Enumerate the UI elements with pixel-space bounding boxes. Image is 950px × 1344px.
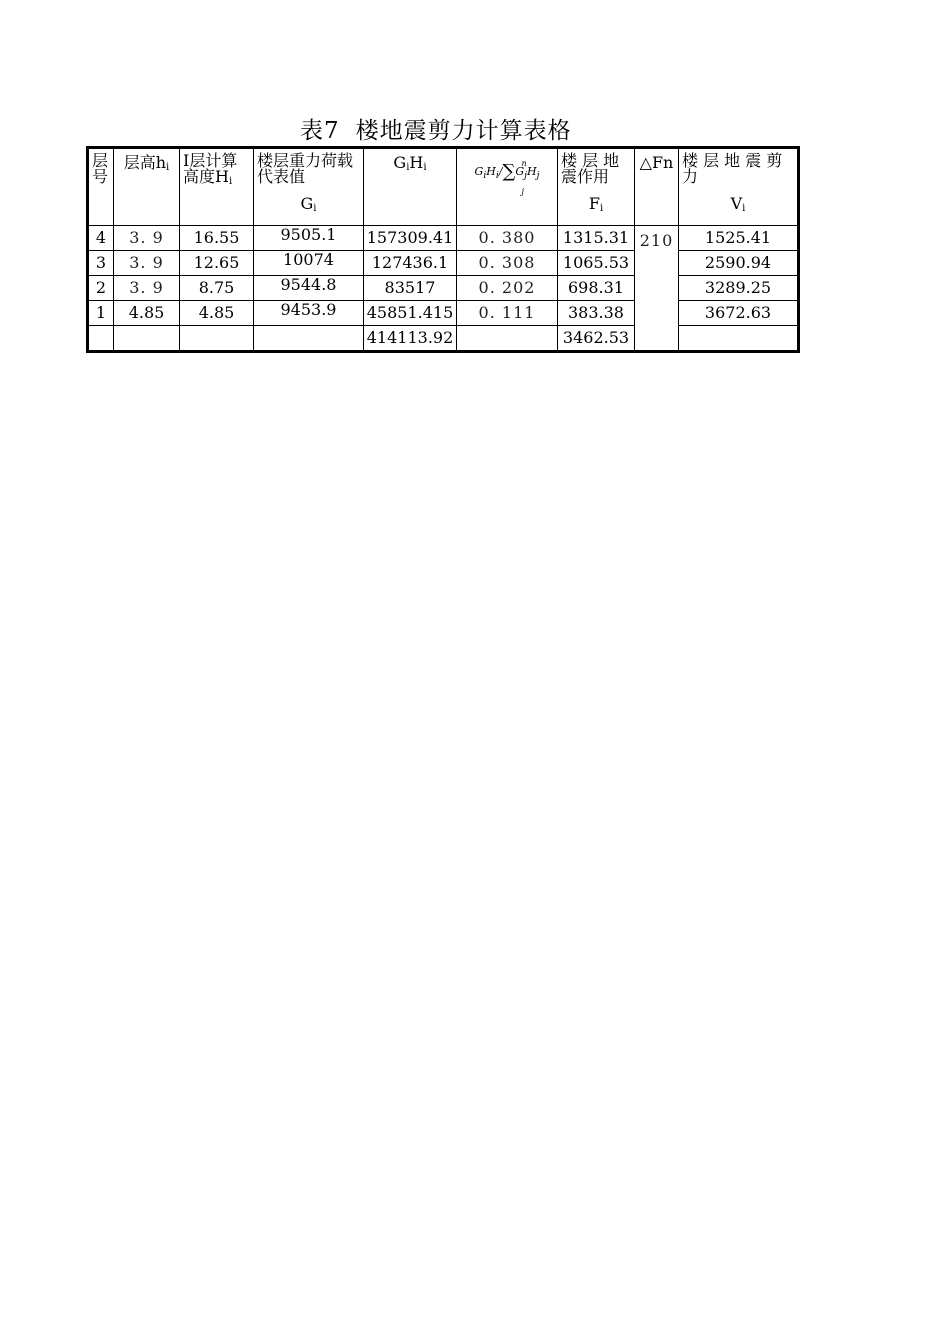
cell-calc-height: 12.65 [180,251,254,276]
header-floor-no: 层号 [88,148,114,226]
header-row [88,148,799,226]
table-row [88,226,799,251]
cell-seismic-action: 1065.53 [558,251,635,276]
cell-gravity-load: 9453.9 [254,301,364,326]
cell-story-shear: 2590.94 [679,251,799,276]
cell-floor: 2 [88,276,114,301]
table-row [88,301,799,326]
cell-total-gh: 414113.92 [364,326,457,352]
cell-story-height: 3. 9 [114,251,180,276]
cell-calc-height: 8.75 [180,276,254,301]
cell-story-height: 3. 9 [114,226,180,251]
header-distribution-ratio [457,148,558,226]
header-gravity-load: 楼层重力荷载代表值 $G_i$ [254,148,364,226]
cell-gh: 127436.1 [364,251,457,276]
cell-gh: 157309.41 [364,226,457,251]
totals-row [88,326,799,352]
header-delta-fn: △Fn [635,148,679,226]
cell-empty [88,326,114,352]
cell-ratio: 0. 308 [457,251,558,276]
cell-gh: 83517 [364,276,457,301]
cell-story-shear: 3672.63 [679,301,799,326]
cell-gh: 45851.415 [364,301,457,326]
seismic-shear-table [86,146,800,353]
table-title [300,112,572,145]
header-story-height: 层高$h_i$ [114,148,180,226]
cell-calc-height: 4.85 [180,301,254,326]
cell-empty [254,326,364,352]
cell-empty [457,326,558,352]
cell-gravity-load: 9544.8 [254,276,364,301]
cell-story-shear: 1525.41 [679,226,799,251]
header-gh-product: $G_iH_i$ [364,148,457,226]
cell-seismic-action: 383.38 [558,301,635,326]
cell-empty [180,326,254,352]
table-row [88,251,799,276]
table-number: 表7 [300,118,340,144]
cell-ratio: 0. 380 [457,226,558,251]
cell-floor: 4 [88,226,114,251]
cell-story-shear: 3289.25 [679,276,799,301]
header-calc-height: I层计算高度$H_i$ [180,148,254,226]
cell-calc-height: 16.55 [180,226,254,251]
cell-total-seismic-action: 3462.53 [558,326,635,352]
cell-seismic-action: 1315.31 [558,226,635,251]
cell-empty [679,326,799,352]
cell-ratio: 0. 202 [457,276,558,301]
header-story-shear: 楼 层 地 震 剪力 $V_i$ [679,148,799,226]
cell-empty [114,326,180,352]
cell-floor: 3 [88,251,114,276]
cell-ratio: 0. 111 [457,301,558,326]
header-seismic-action: 楼 层 地震作用 $F_i$ [558,148,635,226]
table-row [88,276,799,301]
cell-gravity-load: 9505.1 [254,226,364,251]
cell-story-height: 3. 9 [114,276,180,301]
cell-delta-fn: 210 [635,226,679,352]
cell-floor: 1 [88,301,114,326]
ratio-formula: GiHi/∑GjHj n j [474,159,540,196]
cell-seismic-action: 698.31 [558,276,635,301]
table-caption: 楼地震剪力计算表格 [355,118,572,144]
cell-story-height: 4.85 [114,301,180,326]
cell-gravity-load: 10074 [254,251,364,276]
